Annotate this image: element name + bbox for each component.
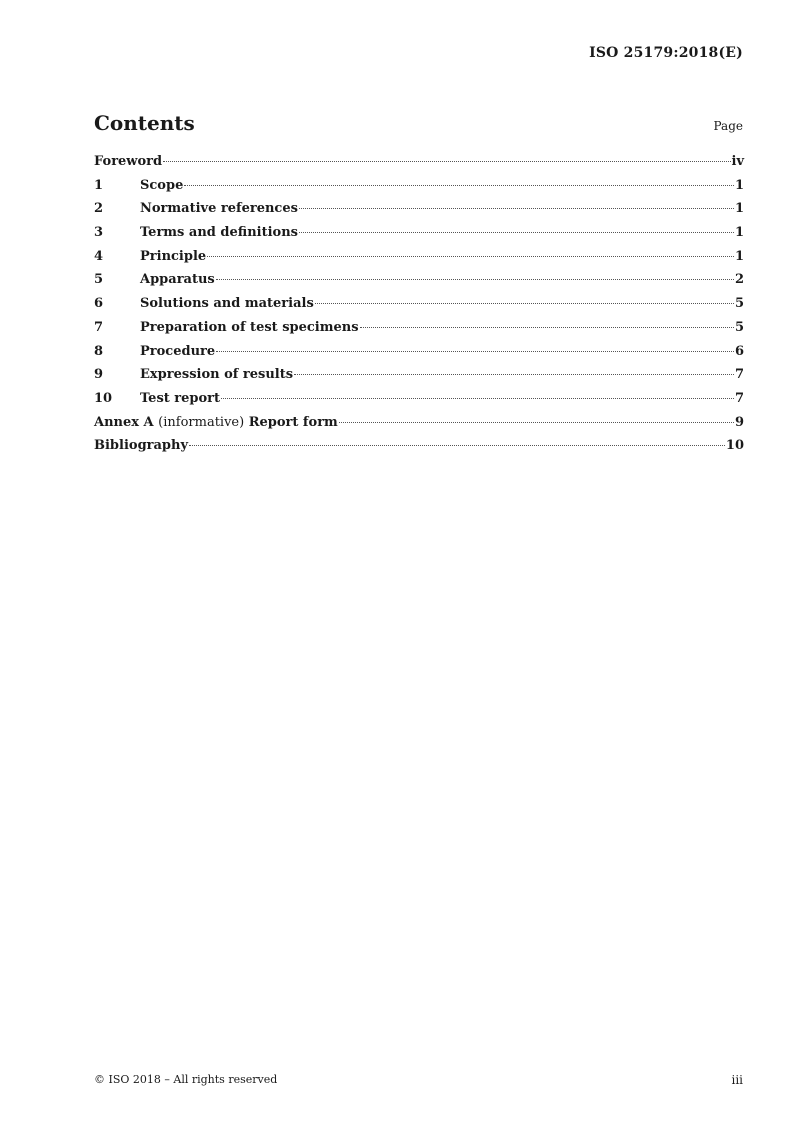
toc-entry-number: 5 xyxy=(94,272,104,288)
toc-entry-title: Procedure xyxy=(140,343,216,359)
toc-entry-page: 9 xyxy=(734,414,744,430)
toc-entry-page: 1 xyxy=(734,225,744,241)
annex-status: (informative) xyxy=(158,414,245,430)
toc-entry-number: 6 xyxy=(94,296,104,312)
toc-entry-number: 3 xyxy=(94,225,104,241)
toc-entry-title: Scope xyxy=(140,177,184,193)
toc-entry-foreword[interactable] xyxy=(94,154,744,178)
toc-entry-number: 9 xyxy=(94,367,104,383)
dot-leader xyxy=(163,161,730,162)
toc-entry-number: 10 xyxy=(94,390,113,406)
footer-page-number: iii xyxy=(731,1073,743,1087)
table-of-contents xyxy=(94,154,744,462)
toc-entry-page: 7 xyxy=(734,390,744,406)
dot-leader xyxy=(189,445,725,446)
page-column-label: Page xyxy=(713,119,743,133)
toc-entry-page: 5 xyxy=(734,319,744,335)
toc-entry-title: Principle xyxy=(140,248,207,264)
dot-leader xyxy=(216,279,734,280)
dot-leader xyxy=(221,398,734,399)
toc-entry-principle[interactable] xyxy=(94,249,744,273)
document-id: ISO 25179:2018(E) xyxy=(589,45,743,61)
toc-entry-page: 1 xyxy=(734,248,744,264)
toc-entry-title: Terms and definitions xyxy=(140,225,298,241)
toc-entry-number: 2 xyxy=(94,201,104,217)
toc-entry-apparatus[interactable] xyxy=(94,272,744,296)
toc-entry-title: Solutions and materials xyxy=(140,296,314,312)
dot-leader xyxy=(184,185,734,186)
toc-entry-page: 1 xyxy=(734,177,744,193)
toc-entry-number: 1 xyxy=(94,177,104,193)
toc-entry-number: 8 xyxy=(94,343,104,359)
toc-entry-title: Bibliography xyxy=(94,438,189,454)
contents-heading: Contents xyxy=(94,111,195,135)
toc-entry-expression-of-results[interactable] xyxy=(94,367,744,391)
toc-entry-test-report[interactable] xyxy=(94,391,744,415)
dot-leader xyxy=(294,374,734,375)
toc-entry-page: 5 xyxy=(734,296,744,312)
toc-entry-normative-references[interactable] xyxy=(94,201,744,225)
annex-title: Report form xyxy=(248,414,338,430)
dot-leader xyxy=(339,422,734,423)
dot-leader xyxy=(315,303,734,304)
dot-leader xyxy=(299,208,734,209)
dot-leader xyxy=(216,351,734,352)
toc-entry-preparation-of-test-specimens[interactable] xyxy=(94,320,744,344)
toc-entry-terms-and-definitions[interactable] xyxy=(94,225,744,249)
toc-entry-page: 2 xyxy=(734,272,744,288)
toc-entry-scope[interactable] xyxy=(94,178,744,202)
footer-copyright: © ISO 2018 – All rights reserved xyxy=(94,1073,278,1086)
toc-entry-procedure[interactable] xyxy=(94,344,744,368)
toc-entry-annex-a[interactable] xyxy=(94,415,744,439)
toc-entry-page: 1 xyxy=(734,201,744,217)
toc-entry-bibliography[interactable] xyxy=(94,438,744,462)
toc-entry-page: 6 xyxy=(734,343,744,359)
dot-leader xyxy=(299,232,734,233)
toc-entry-title: Normative references xyxy=(140,201,298,217)
toc-entry-number: 4 xyxy=(94,248,104,264)
toc-entry-solutions-and-materials[interactable] xyxy=(94,296,744,320)
toc-entry-title xyxy=(94,415,338,430)
toc-entry-number: 7 xyxy=(94,319,104,335)
dot-leader xyxy=(360,327,734,328)
toc-entry-page: 10 xyxy=(725,438,744,454)
dot-leader xyxy=(207,256,734,257)
toc-entry-title: Apparatus xyxy=(140,272,215,288)
toc-entry-page: 7 xyxy=(734,367,744,383)
annex-label: Annex A xyxy=(94,414,154,430)
toc-entry-title: Foreword xyxy=(94,154,163,169)
toc-entry-page: iv xyxy=(731,154,744,169)
toc-entry-title: Preparation of test specimens xyxy=(140,319,359,335)
toc-entry-title: Expression of results xyxy=(140,367,294,383)
toc-entry-title: Test report xyxy=(140,390,221,406)
